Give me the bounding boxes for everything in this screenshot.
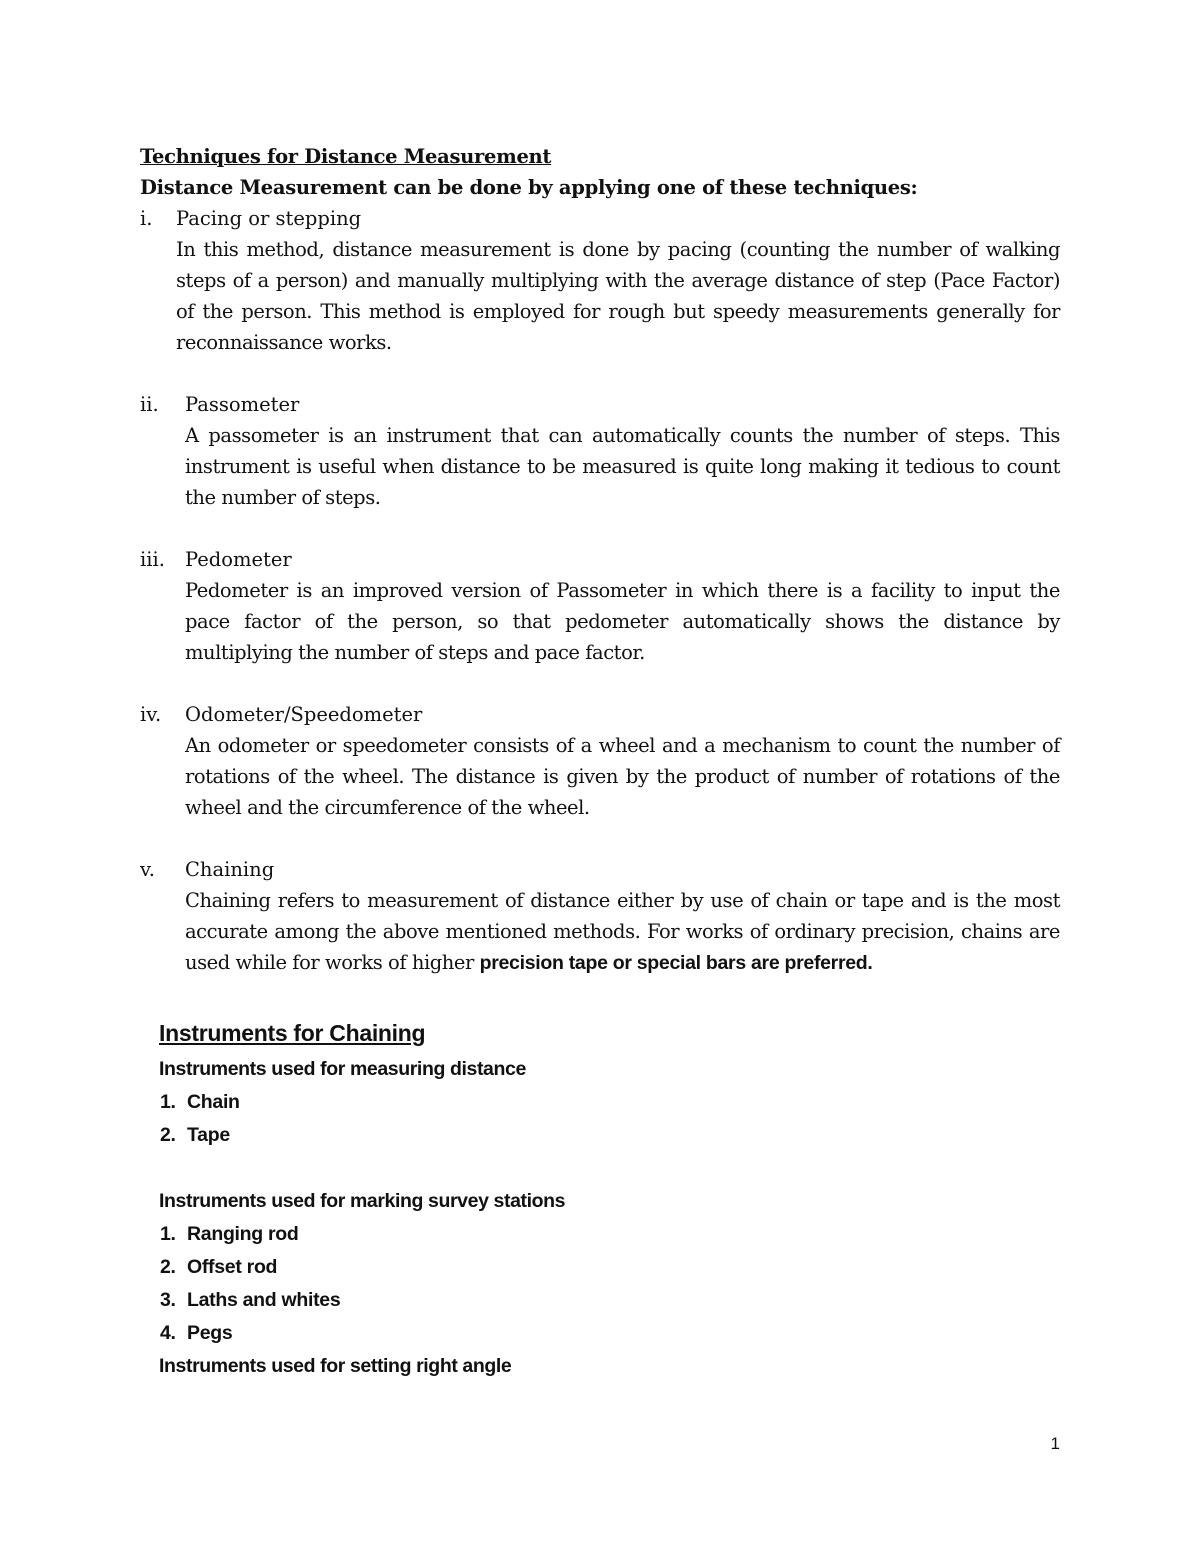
technique-item bbox=[140, 854, 1060, 979]
intro-text: Distance Measurement can be done by applying one of these techniques: bbox=[140, 176, 918, 199]
instruments-section bbox=[159, 1013, 1059, 1383]
technique-description-text: Chaining refers to measurement of distance either by use of chain or tape and is the most accurate among the above mentioned methods. For works of ordinary precision, chains are used while for works of higher bbox=[185, 889, 1060, 974]
list-number: 1. bbox=[160, 1091, 176, 1113]
group-title: Instruments used for setting right angle bbox=[159, 1355, 512, 1377]
technique-number: ii. bbox=[140, 393, 159, 416]
technique-number: i. bbox=[140, 207, 153, 230]
list-label: Chain bbox=[187, 1091, 240, 1113]
technique-name: Pedometer bbox=[185, 548, 292, 571]
technique-item bbox=[140, 203, 1060, 358]
technique-description-bold: precision tape or special bars are preferred. bbox=[479, 952, 873, 974]
list-number: 4. bbox=[160, 1322, 176, 1344]
list-label: Tape bbox=[187, 1124, 230, 1146]
technique-number: iii. bbox=[140, 548, 165, 571]
technique-description bbox=[185, 885, 1060, 979]
list-number: 1. bbox=[160, 1223, 176, 1245]
list-item bbox=[159, 1251, 1059, 1284]
list-label: Pegs bbox=[187, 1322, 233, 1344]
technique-description: Pedometer is an improved version of Passometer in which there is a facility to input the pace factor of the person, so that pedometer automatically shows the distance by multiplying the number of steps and pace factor. bbox=[185, 579, 1060, 664]
list-item bbox=[159, 1119, 1059, 1152]
group-title: Instruments used for marking survey stations bbox=[159, 1190, 566, 1212]
instrument-list bbox=[159, 1218, 1059, 1350]
section-heading: Instruments for Chaining bbox=[159, 1020, 426, 1046]
instrument-list bbox=[159, 1086, 1059, 1152]
list-item bbox=[159, 1086, 1059, 1119]
technique-name: Pacing or stepping bbox=[176, 207, 362, 230]
technique-name: Chaining bbox=[185, 858, 275, 881]
page-title: Techniques for Distance Measurement bbox=[140, 145, 552, 168]
list-number: 3. bbox=[160, 1289, 176, 1311]
technique-name: Odometer/Speedometer bbox=[185, 703, 423, 726]
list-item bbox=[159, 1317, 1059, 1350]
technique-name: Passometer bbox=[185, 393, 300, 416]
group-title: Instruments used for measuring distance bbox=[159, 1058, 526, 1080]
technique-number: v. bbox=[140, 858, 155, 881]
technique-number: iv. bbox=[140, 703, 162, 726]
list-item bbox=[159, 1284, 1059, 1317]
list-label: Laths and whites bbox=[187, 1289, 341, 1311]
technique-description: In this method, distance measurement is done by pacing (counting the number of walking steps of a person) and manually multiplying with the average distance of step (Pace Factor) of the person. This method is employed for rough but speedy measurements generally for reconnaissance works. bbox=[176, 238, 1060, 354]
technique-item bbox=[140, 389, 1060, 513]
technique-description: A passometer is an instrument that can automatically counts the number of steps. This instrument is useful when distance to be measured is quite long making it tedious to count the number of steps. bbox=[185, 424, 1060, 509]
list-item bbox=[159, 1218, 1059, 1251]
technique-item bbox=[140, 544, 1060, 668]
technique-description: An odometer or speedometer consists of a wheel and a mechanism to count the number of rotations of the wheel. The distance is given by the product of number of rotations of the wheel and the circumference of the wheel. bbox=[185, 734, 1060, 819]
technique-item bbox=[140, 699, 1060, 823]
list-number: 2. bbox=[160, 1256, 176, 1278]
list-label: Ranging rod bbox=[187, 1223, 299, 1245]
list-number: 2. bbox=[160, 1124, 176, 1146]
page-number: 1 bbox=[1050, 1434, 1060, 1453]
techniques-section bbox=[140, 141, 1060, 979]
list-label: Offset rod bbox=[187, 1256, 278, 1278]
